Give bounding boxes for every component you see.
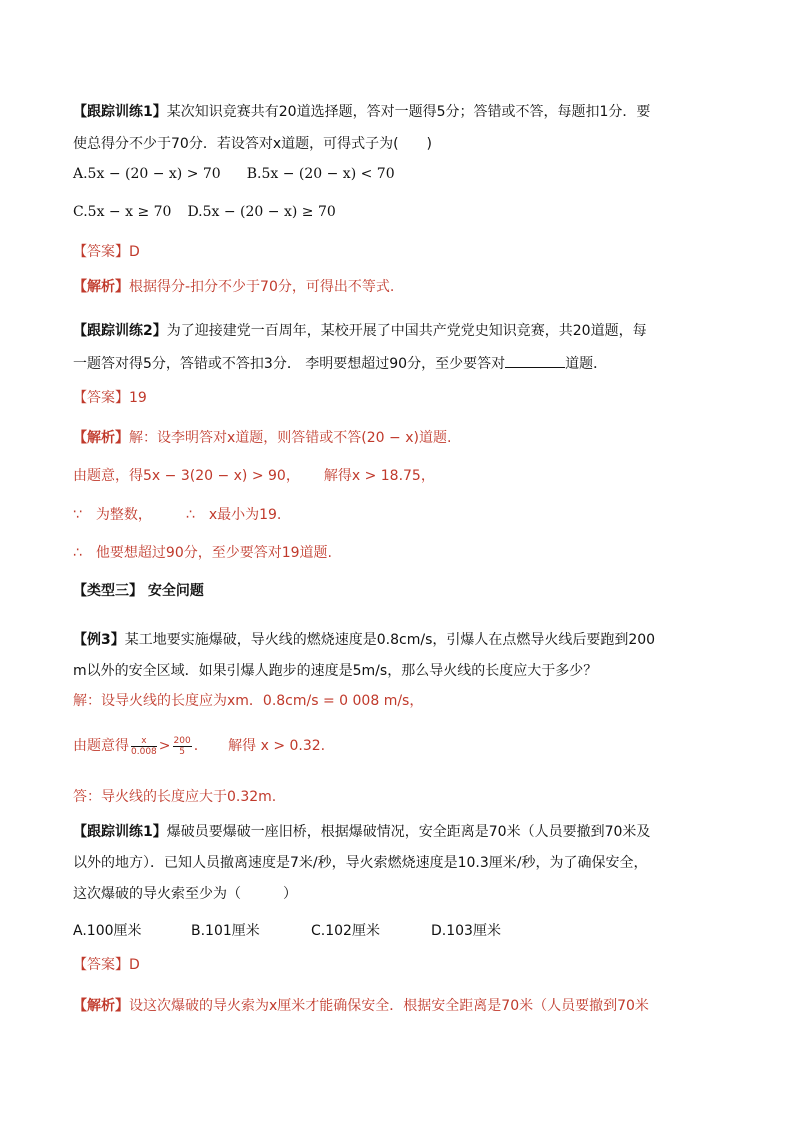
q4-text-1: 爆破员要爆破一座旧桥，根据爆破情况，安全距离是70米（人员要撤到70米及 xyxy=(166,824,651,840)
q4-options xyxy=(73,921,501,941)
q1-options-cd xyxy=(73,202,336,222)
q4-text-2: 以外的地方）．已知人员撤离速度是7米/秒，导火索燃烧速度是10.3厘米/秒，为了确保安全， xyxy=(73,855,648,871)
q2-solution-text-3a: ∵ 为整数， xyxy=(73,507,152,523)
q2-tag: 【跟踪训练2】 xyxy=(73,323,167,339)
q4-answer xyxy=(73,955,140,975)
q2-answer-tag: 【答案】 xyxy=(73,390,129,406)
q4-answer-value: D xyxy=(129,957,140,973)
q1-text-2: 使总得分不少于70分．若设答对x道题，可得式子为( ) xyxy=(73,136,433,152)
ex3-fraction-2-num: 200 xyxy=(173,735,191,746)
q1-option-a: A.5x − (20 − x) > 70 xyxy=(73,166,221,182)
q2-solution-text-3b: ∴ x最小为19. xyxy=(185,507,282,523)
q2-solution-text-4: ∴ 他要想超过90分，至少要答对19道题. xyxy=(73,545,332,561)
q1-option-b: B.5x − (20 − x) < 70 xyxy=(246,166,395,182)
ex3-solution-1 xyxy=(73,691,423,711)
q1-options-ab xyxy=(73,164,395,184)
ex3-text-2: m以外的安全区域．如果引爆人跑步的速度是5m/s，那么导火线的长度应大于多少？ xyxy=(73,663,598,679)
q2-answer xyxy=(73,388,147,408)
q1-option-d: D.5x − (20 − x) ≥ 70 xyxy=(187,204,336,220)
ex3-solution-text-2b: 解得 x > 0.32. xyxy=(228,738,326,754)
q4-option-c: C.102厘米 xyxy=(311,923,380,939)
q4-option-b: B.101厘米 xyxy=(191,923,260,939)
q4-text-3: 这次爆破的导火索至少为（ ） xyxy=(73,886,297,902)
q2-text-2a: 一题答对得5分，答错或不答扣3分． 李明要想超过90分，至少要答对 xyxy=(73,356,506,372)
q4-analysis-text: 设这次爆破的导火索为x厘米才能确保安全．根据安全距离是70米（人员要撤到70米 xyxy=(129,998,649,1014)
q2-solution-text-2a: 由题意，得5x − 3(20 − x) > 90， xyxy=(73,468,300,484)
q1-answer-tag: 【答案】 xyxy=(73,244,129,260)
ex3-answer-text: 答：导火线的长度应大于0.32m. xyxy=(73,789,277,805)
q4-analysis xyxy=(73,996,649,1016)
ex3-line2 xyxy=(73,661,597,681)
q4-line2 xyxy=(73,853,648,873)
q2-solution-1 xyxy=(73,428,451,448)
ex3-fraction-2 xyxy=(173,736,192,757)
q2-line2 xyxy=(73,353,607,374)
q1-line1 xyxy=(73,102,650,122)
section-title: 【类型三】 安全问题 xyxy=(73,583,204,599)
q4-answer-tag: 【答案】 xyxy=(73,957,129,973)
q2-solution-text-1: 解：设李明答对x道题，则答错或不答(20 − x)道题. xyxy=(129,430,452,446)
q1-answer xyxy=(73,242,140,262)
q2-text-2b: 道题． xyxy=(565,356,608,372)
ex3-fraction-1-num: x xyxy=(131,736,157,747)
q1-option-c: C.5x − x ≥ 70 xyxy=(73,204,172,220)
q2-solution-4 xyxy=(73,543,332,563)
ex3-text-1: 某工地要实施爆破，导火线的燃烧速度是0.8cm/s，引爆人在点燃导火线后要跑到200 xyxy=(124,632,656,648)
ex3-gt-sign: > xyxy=(158,738,171,754)
ex3-line1 xyxy=(73,630,655,650)
q1-analysis-tag: 【解析】 xyxy=(73,279,129,295)
q4-analysis-tag: 【解析】 xyxy=(73,998,129,1014)
q2-solution-text-2b: 解得x > 18.75， xyxy=(323,468,435,484)
q4-option-d: D.103厘米 xyxy=(431,923,501,939)
q2-solution-2 xyxy=(73,466,435,486)
q4-tag: 【跟踪训练1】 xyxy=(73,824,167,840)
q2-analysis-tag: 【解析】 xyxy=(73,430,129,446)
q1-text-1: 某次知识竞赛共有20道选择题，答对一题得5分；答错或不答，每题扣1分．要 xyxy=(166,104,651,120)
q1-tag: 【跟踪训练1】 xyxy=(73,104,167,120)
q1-analysis xyxy=(73,277,394,297)
q4-line1 xyxy=(73,822,650,842)
q1-answer-value: D xyxy=(129,244,140,260)
ex3-solution-2: 由题意得 $\frac{x}{0.008}$ > $\frac{200}{5}$ . 解得 x > 0.32. xyxy=(73,735,326,757)
ex3-tag: 【例3】 xyxy=(73,632,125,648)
q1-analysis-text: 根据得分-扣分不少于70分，可得出不等式. xyxy=(129,279,395,295)
q4-option-a: A.100厘米 xyxy=(73,923,142,939)
ex3-solution-text-1: 解：设导火线的长度应为xm．0.8cm/s = 0 008 m/s， xyxy=(73,693,424,709)
q2-solution-3 xyxy=(73,505,281,525)
q4-line3 xyxy=(73,884,297,904)
q1-line2 xyxy=(73,134,432,154)
ex3-fraction-1 xyxy=(131,736,157,757)
ex3-fraction-1-den: 0.008 xyxy=(131,746,157,757)
q2-line1 xyxy=(73,321,647,341)
ex3-fraction-2-den: 5 xyxy=(179,746,185,757)
ex3-solution-text-2a: 由题意得 xyxy=(73,738,129,754)
q2-answer-value: 19 xyxy=(129,390,147,406)
q2-text-1: 为了迎接建党一百周年，某校开展了中国共产党党史知识竞赛，共20道题，每 xyxy=(166,323,647,339)
q2-answer-blank xyxy=(505,353,565,368)
ex3-answer xyxy=(73,787,276,807)
